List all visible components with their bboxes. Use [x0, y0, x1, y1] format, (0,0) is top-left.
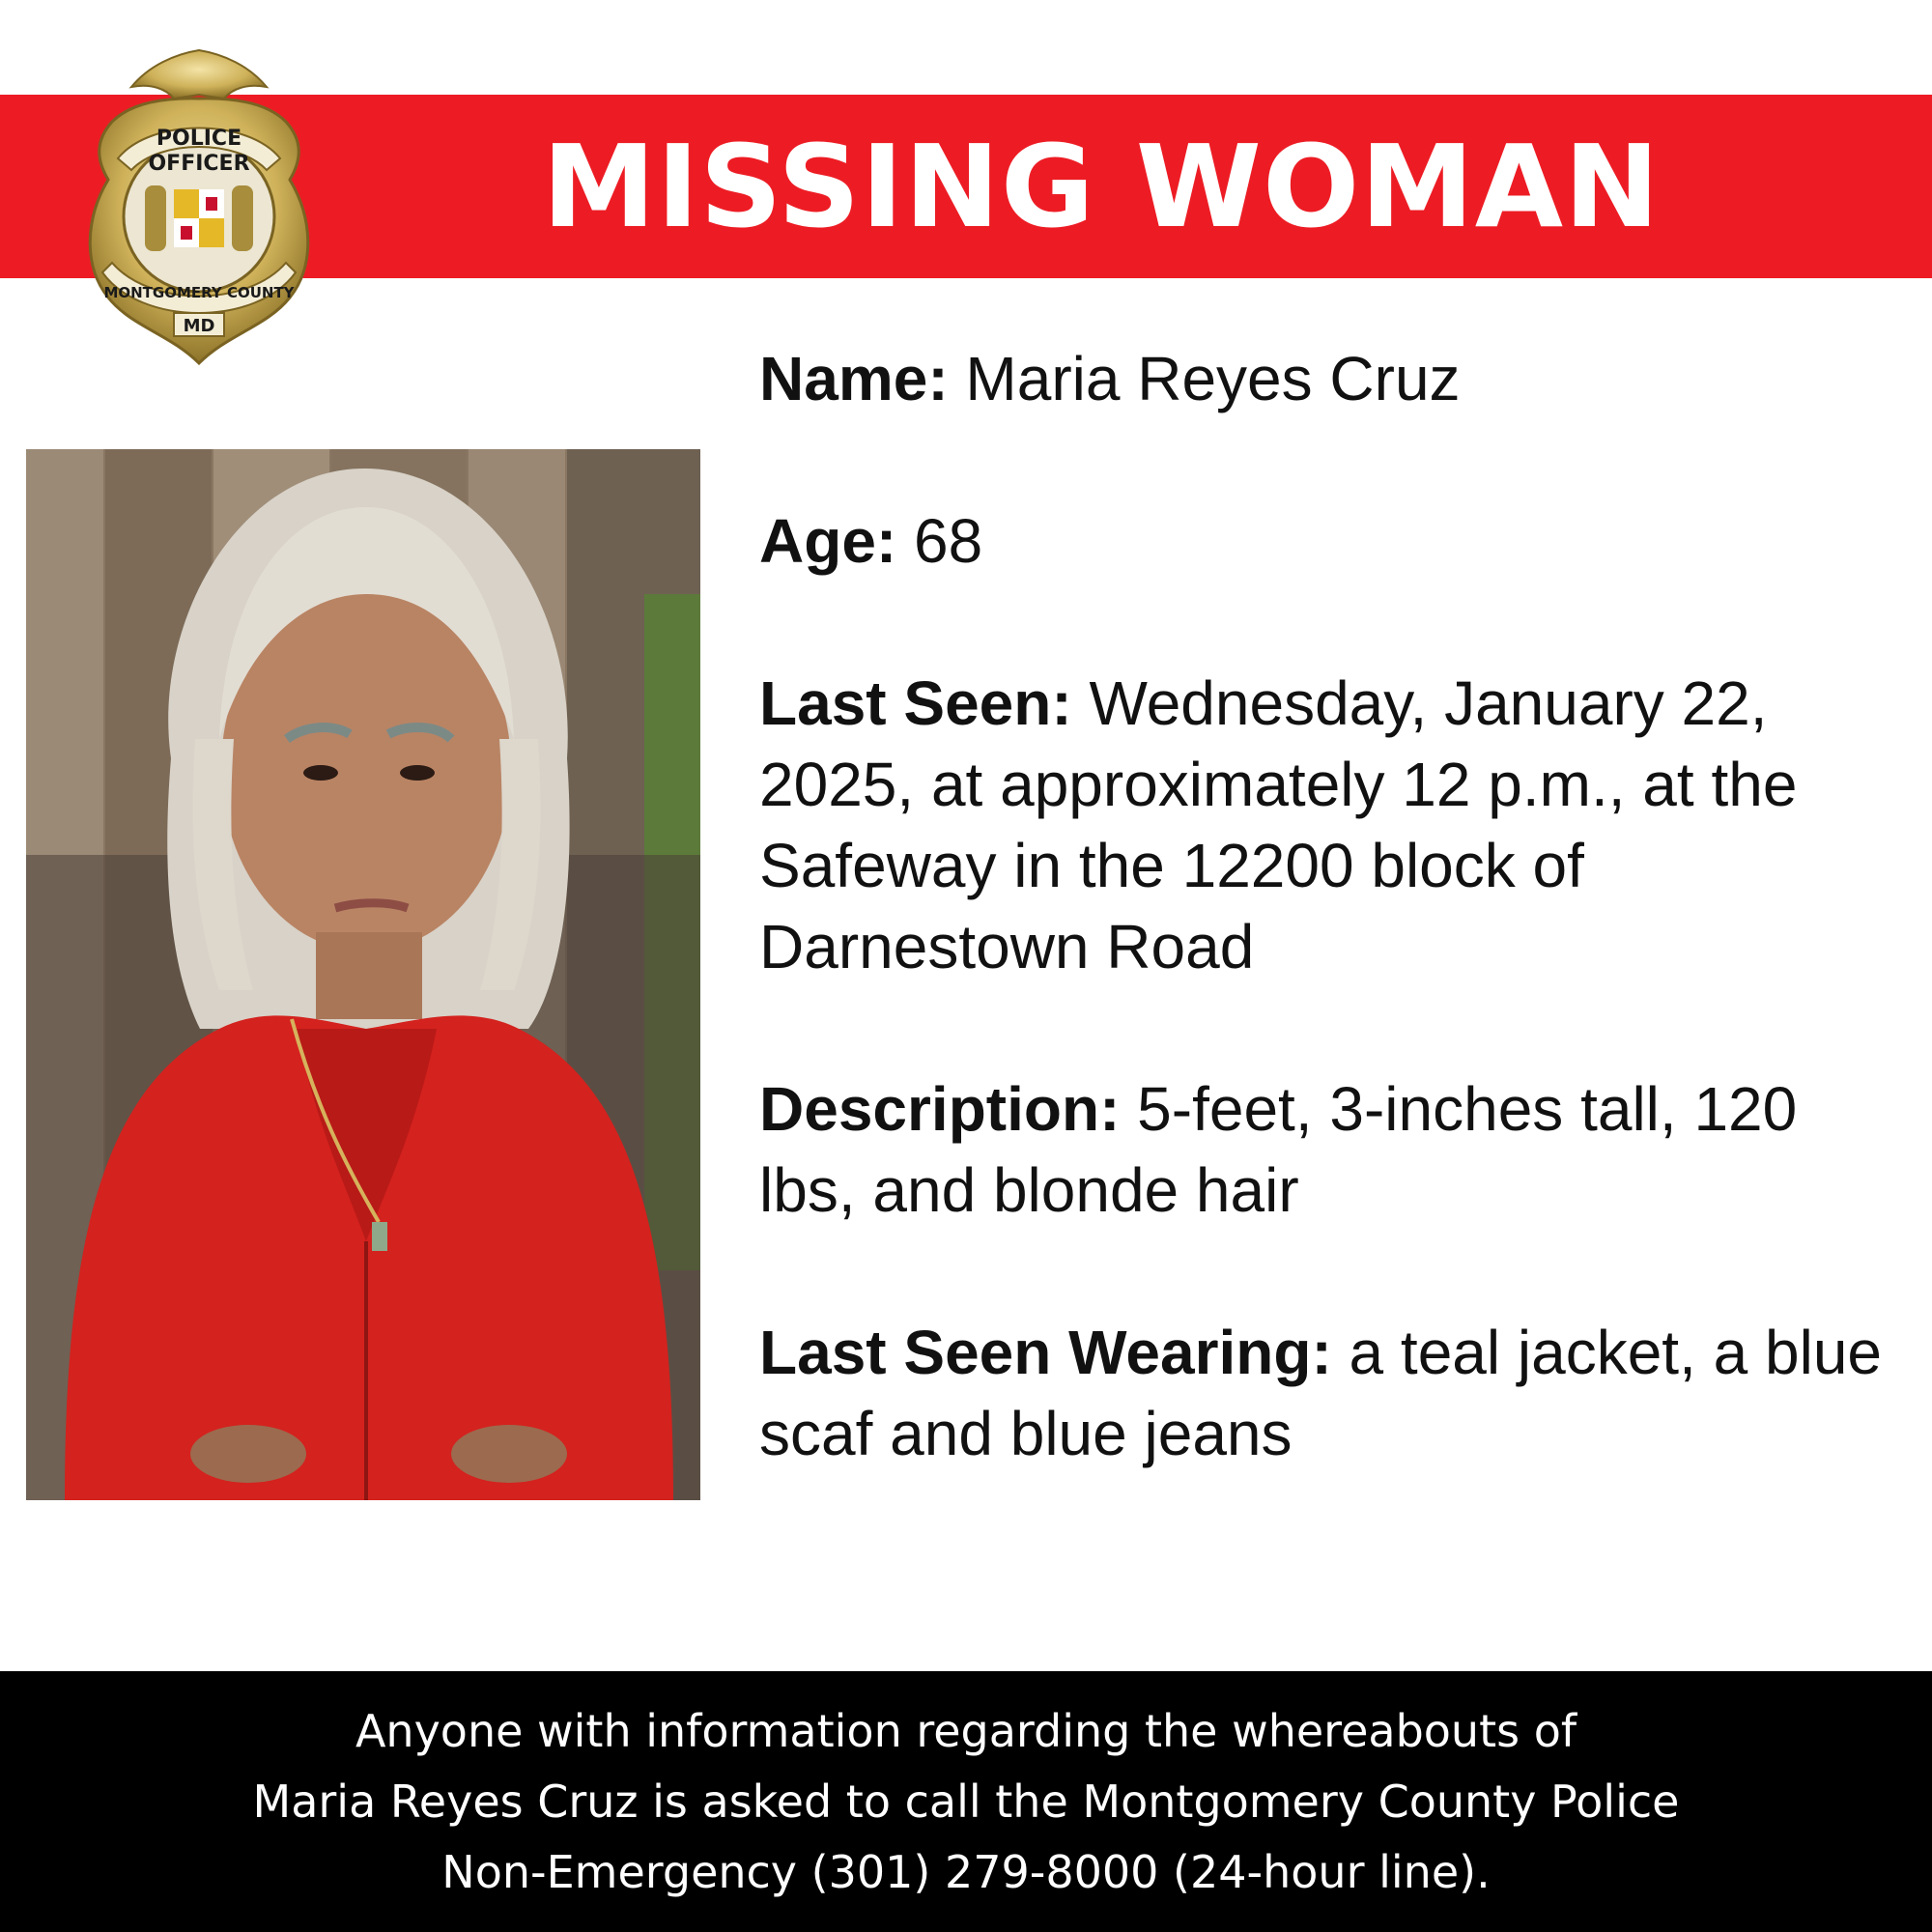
- missing-person-photo: [26, 449, 700, 1500]
- last-seen-row: [759, 663, 1909, 987]
- name-label: Name:: [759, 344, 949, 413]
- age-value: 68: [914, 506, 983, 576]
- footer-line3: Non-Emergency (301) 279-8000 (24-hour line).: [441, 1845, 1491, 1898]
- description-row: [759, 1068, 1909, 1231]
- name-value: Maria Reyes Cruz: [965, 344, 1461, 413]
- wearing-value: a teal jacket, a blue scaf and blue jeans: [759, 1318, 1882, 1468]
- last-seen-label: Last Seen:: [759, 668, 1072, 738]
- police-badge-icon: [73, 44, 325, 369]
- description-label: Description:: [759, 1074, 1121, 1144]
- wearing-label: Last Seen Wearing:: [759, 1318, 1332, 1387]
- badge-line1: POLICE: [156, 127, 242, 151]
- footer-line1: Anyone with information regarding the whereabouts of: [355, 1704, 1577, 1757]
- last-seen-value: Wednesday, January 22, 2025, at approximately 12 p.m., at the Safeway in the 12200 block of Darnestown Road: [759, 668, 1798, 981]
- details-panel: [759, 338, 1909, 1555]
- page-title: MISSING WOMAN: [542, 120, 1661, 253]
- description-value: 5-feet, 3-inches tall, 120 lbs, and blonde hair: [759, 1074, 1798, 1225]
- badge-line2: OFFICER: [148, 152, 250, 176]
- badge-county: MONTGOMERY COUNTY: [103, 284, 295, 301]
- wearing-row: [759, 1312, 1909, 1474]
- name-row: [759, 338, 1909, 419]
- footer-line2: Maria Reyes Cruz is asked to call the Montgomery County Police: [252, 1775, 1680, 1828]
- age-row: [759, 500, 1909, 582]
- contact-footer: [0, 1671, 1932, 1932]
- badge-state: MD: [183, 316, 215, 336]
- age-label: Age:: [759, 506, 897, 576]
